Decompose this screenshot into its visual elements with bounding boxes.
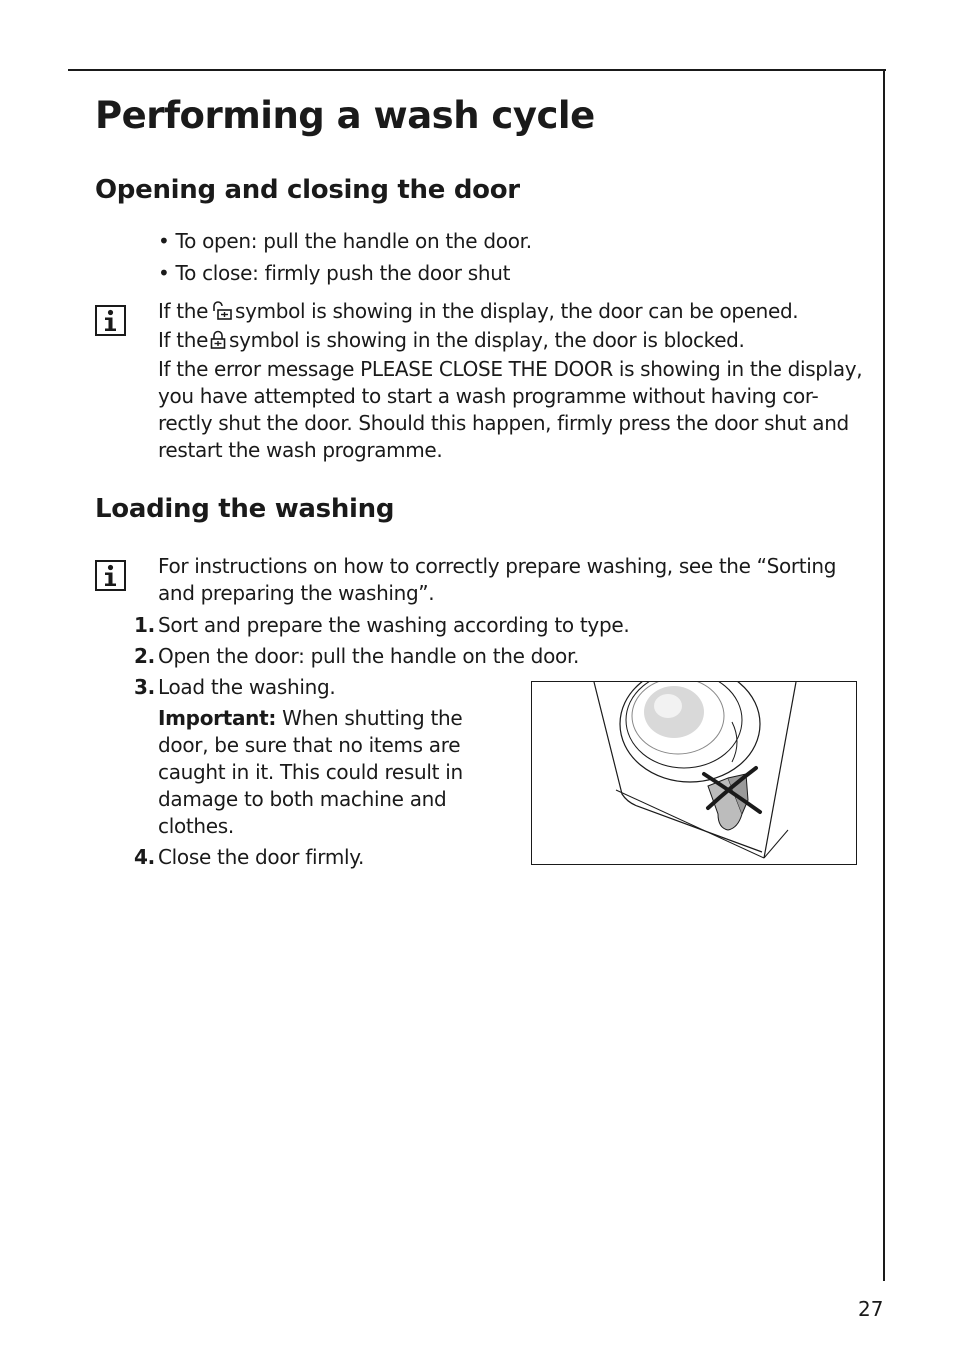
note-text: If the	[158, 328, 209, 352]
bullet-item: • To close: firmly push the door shut	[158, 261, 511, 285]
note-text: If the error message PLEASE CLOSE THE DOOR is showing in the display, you have attempted to start a wash programme without having cor- rectly shut the door. Should this happen, firmly press the door shut and restart the wash programme.	[158, 357, 863, 462]
section-heading-door: Opening and closing the door	[95, 175, 520, 205]
note-text: symbol is showing in the display, the door can be opened.	[235, 299, 799, 323]
step-item	[134, 612, 654, 639]
step-number: 3.	[134, 675, 155, 699]
right-margin-rule	[883, 69, 885, 1281]
step-number: 2.	[134, 644, 155, 668]
door-unlocked-icon	[210, 300, 232, 327]
info-icon	[95, 560, 126, 591]
page-number: 27	[858, 1297, 884, 1321]
important-text: When shutting the door, be sure that no items are caught in it. This could result in damage to both machine and clothes.	[158, 706, 463, 838]
step-number: 4.	[134, 845, 155, 869]
step-text: Load the washing.	[158, 675, 336, 699]
door-locked-icon	[210, 329, 226, 356]
note-text: If the	[158, 299, 209, 323]
door-bullet-list	[158, 225, 532, 289]
step-text: Close the door firmly.	[158, 845, 365, 869]
info-icon	[95, 305, 126, 336]
important-note	[158, 705, 478, 840]
door-info-note	[158, 298, 868, 464]
loading-info-note: For instructions on how to correctly prepare washing, see the “Sorting and preparing the washing”.	[158, 554, 837, 605]
washing-machine-door-illustration	[531, 681, 857, 865]
step-text: Sort and prepare the washing according to type.	[158, 613, 630, 637]
important-label: Important:	[158, 706, 277, 730]
step-number: 1.	[134, 613, 155, 637]
section-heading-loading: Loading the washing	[95, 494, 395, 524]
step-text: Open the door: pull the handle on the door.	[158, 644, 580, 668]
top-rule	[68, 69, 886, 71]
page-title: Performing a wash cycle	[95, 94, 595, 137]
note-text: symbol is showing in the display, the door is blocked.	[229, 328, 745, 352]
step-item	[134, 643, 654, 670]
bullet-item: • To open: pull the handle on the door.	[158, 229, 532, 253]
